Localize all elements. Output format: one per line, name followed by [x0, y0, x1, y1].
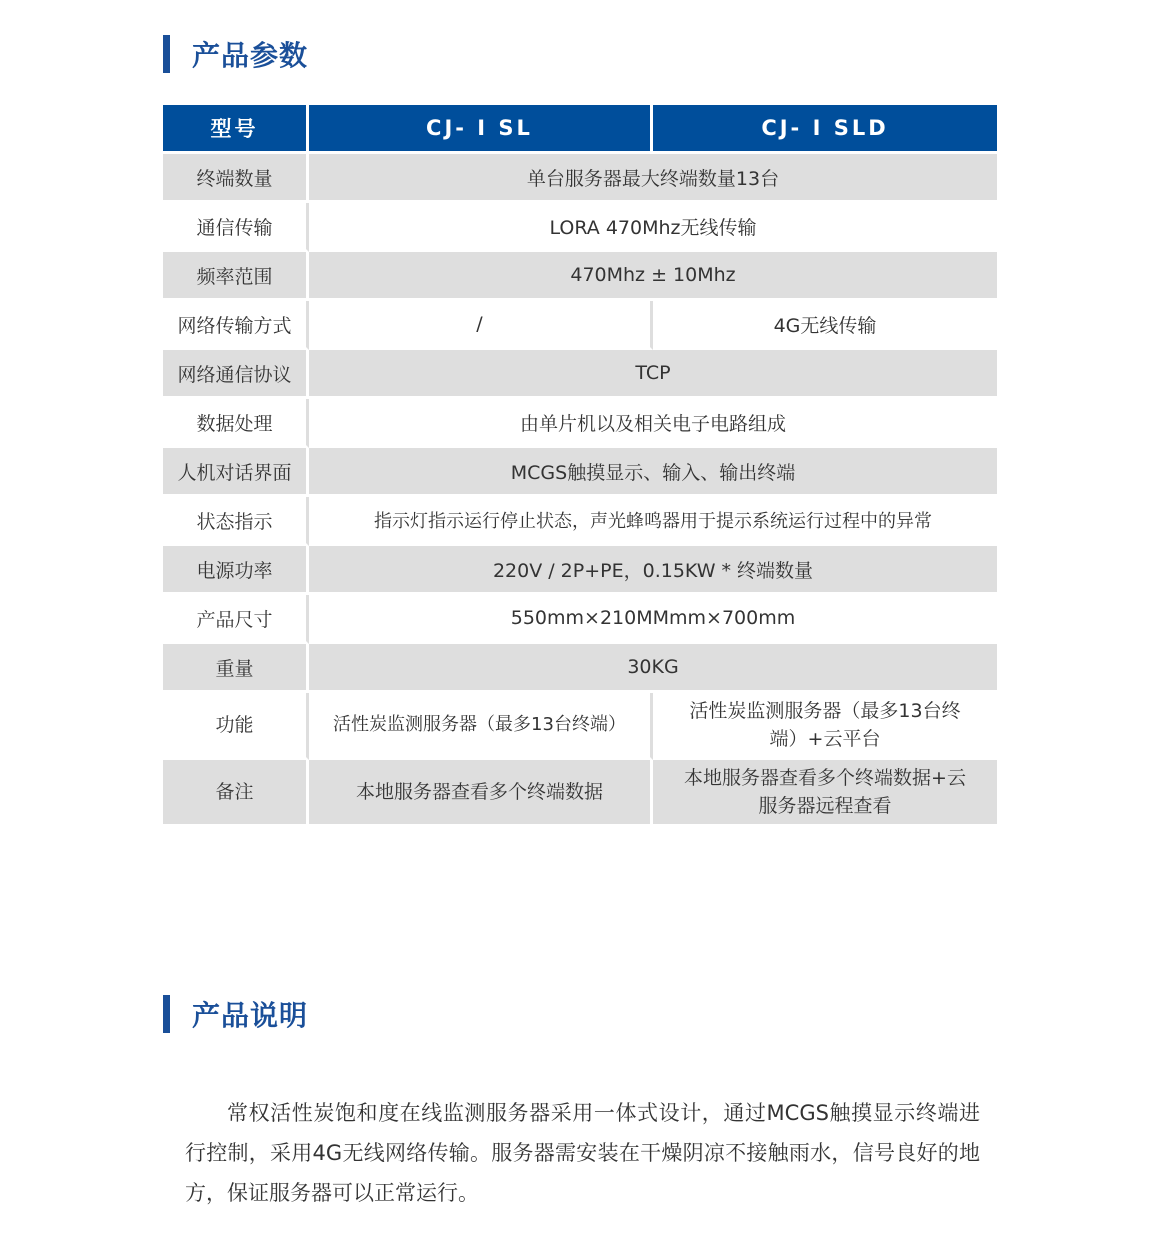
table-row: [163, 203, 997, 252]
row-label: 通信传输: [163, 203, 309, 252]
row-value: LORA 470Mhz无线传输: [309, 203, 997, 252]
row-label: 终端数量: [163, 154, 309, 203]
row-label: 人机对话界面: [163, 448, 309, 497]
section-title-description: [163, 994, 308, 1034]
row-label: 产品尺寸: [163, 595, 309, 644]
table-row: [163, 448, 997, 497]
table-row: [163, 154, 997, 203]
row-value: MCGS触摸显示、输入、输出终端: [309, 448, 997, 497]
row-value-sl: 活性炭监测服务器（最多13台终端）: [309, 693, 653, 760]
row-label: 重量: [163, 644, 309, 693]
table-row: [163, 497, 997, 546]
row-value: TCP: [309, 350, 997, 399]
section-title-text: 产品参数: [192, 39, 309, 72]
row-value: 470Mhz ± 10Mhz: [309, 252, 997, 301]
row-label: 备注: [163, 760, 309, 827]
row-value: 30KG: [309, 644, 997, 693]
row-label: 频率范围: [163, 252, 309, 301]
title-accent-bar: [163, 995, 170, 1033]
row-value: 单台服务器最大终端数量13台: [309, 154, 997, 203]
row-label: 网络传输方式: [163, 301, 309, 350]
table-row: [163, 693, 997, 760]
row-label: 状态指示: [163, 497, 309, 546]
header-cj-isl: CJ- I SL: [309, 105, 653, 154]
row-value-sld: 4G无线传输: [653, 301, 997, 350]
table-row: [163, 595, 997, 644]
row-value-sl: /: [309, 301, 653, 350]
title-accent-bar: [163, 35, 170, 73]
row-value: 由单片机以及相关电子电路组成: [309, 399, 997, 448]
row-value: 220V / 2P+PE，0.15KW * 终端数量: [309, 546, 997, 595]
table-header-row: [163, 105, 997, 154]
table-row: [163, 760, 997, 827]
header-model: 型号: [163, 105, 309, 154]
table-row: [163, 644, 997, 693]
section-title-params: [163, 34, 308, 74]
product-description: 常权活性炭饱和度在线监测服务器采用一体式设计，通过MCGS触摸显示终端进行控制，采用4G无线网络传输。服务器需安装在干燥阴凉不接触雨水，信号良好的地方，保证服务器可以正常运行。: [185, 1101, 980, 1205]
table-row: [163, 546, 997, 595]
table-row: [163, 399, 997, 448]
row-value-sl: 本地服务器查看多个终端数据: [309, 760, 653, 827]
table-row: [163, 301, 997, 350]
row-label: 数据处理: [163, 399, 309, 448]
spec-table: [163, 105, 997, 827]
row-value-sld: 本地服务器查看多个终端数据+云服务器远程查看: [653, 760, 997, 827]
row-label: 功能: [163, 693, 309, 760]
section-title-text: 产品说明: [192, 999, 309, 1032]
row-label: 网络通信协议: [163, 350, 309, 399]
table-row: [163, 350, 997, 399]
row-value-sld: 活性炭监测服务器（最多13台终端）+云平台: [653, 693, 997, 760]
row-label: 电源功率: [163, 546, 309, 595]
table-row: [163, 252, 997, 301]
header-cj-isld: CJ- I SLD: [653, 105, 997, 154]
row-value: 550mm×210MMmm×700mm: [309, 595, 997, 644]
row-value: 指示灯指示运行停止状态，声光蜂鸣器用于提示系统运行过程中的异常: [309, 497, 997, 546]
